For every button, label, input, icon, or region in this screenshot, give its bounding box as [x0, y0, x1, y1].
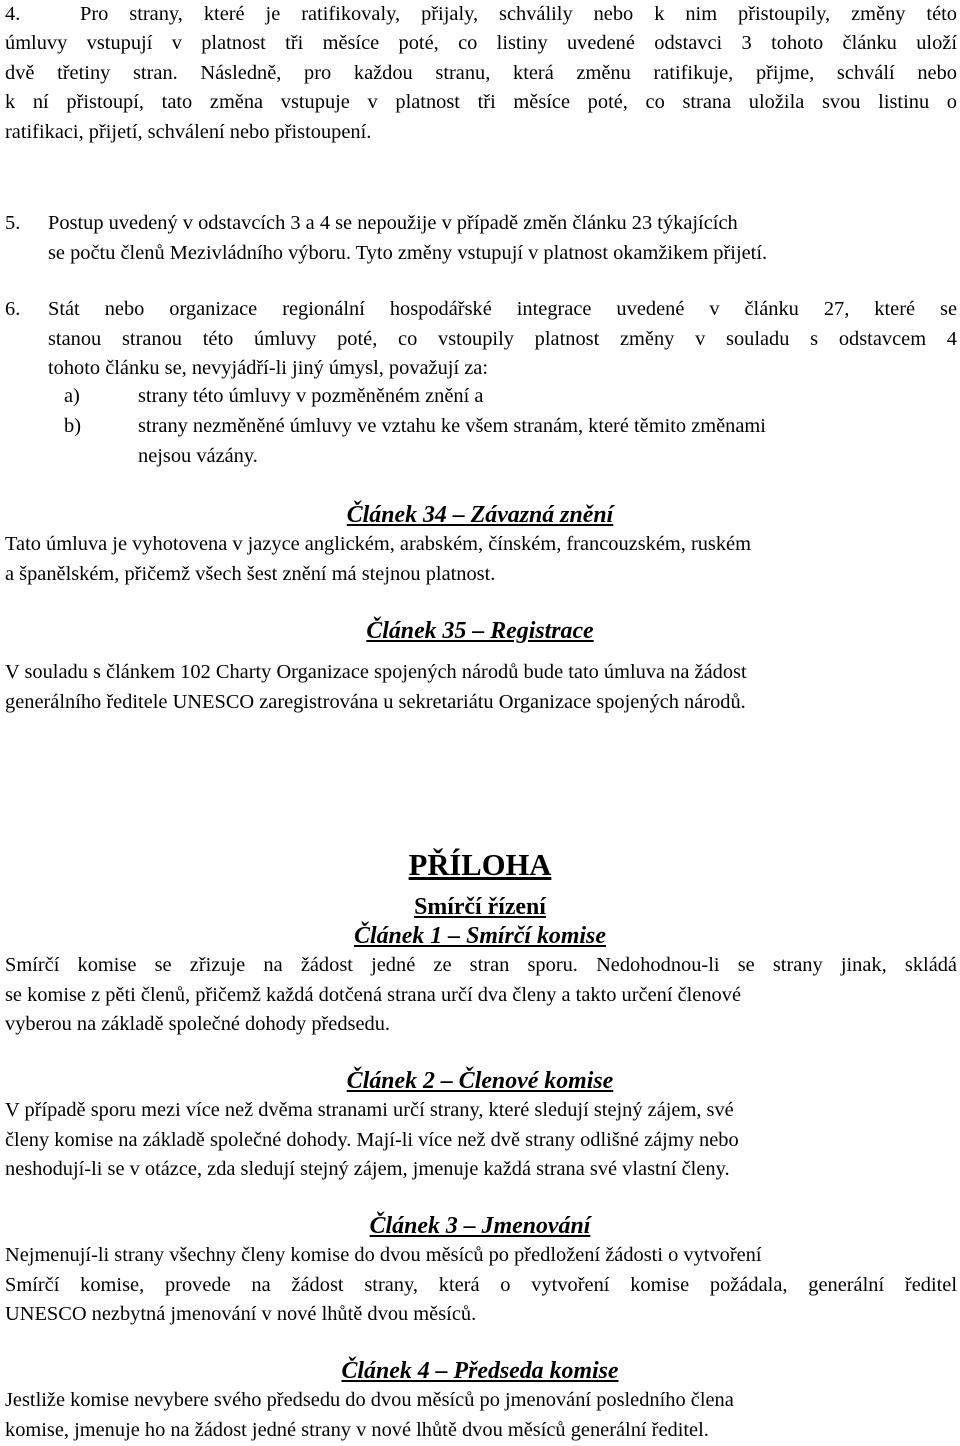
list-item-text: [138, 382, 957, 412]
paragraph-number: 5.: [5, 212, 21, 234]
annex-article-1-body: [5, 951, 957, 1040]
list-marker: a): [64, 385, 80, 407]
article-35-heading: Článek 35 – Registrace: [366, 618, 594, 644]
text-line: se počtu členů Mezivládního výboru. Tyto změny vstupují v platnost okamžikem přijetí.: [48, 241, 768, 264]
list-item-text: [138, 412, 957, 471]
text-line: úmluvy vstupují v platnost tři měsíce poté, co listiny uvedené odstavci 3 tohoto článku uloží: [5, 32, 957, 54]
text-line: Smírčí komise, provede na žádost strany, která o vytvoření komise požádala, generální ředitel: [5, 1273, 957, 1296]
paragraph-6-body: [48, 295, 957, 384]
annex-article-1-heading: Článek 1 – Smírčí komise: [354, 923, 606, 949]
paragraph-number: 6.: [5, 298, 21, 320]
text-line: Smírčí komise se zřizuje na žádost jedné ze stran sporu. Nedohodnou-li se strany jinak, skládá: [5, 954, 957, 976]
text-line: UNESCO nezbytná jmenování v nové lhůtě dvou měsíců.: [5, 1303, 477, 1325]
text-line: se komise z pěti členů, přičemž každá dotčená strana určí dva členy a takto určení členové: [5, 983, 741, 1006]
text-line: tohoto článku se, nevyjádří-li jiný úmysl, považují za:: [48, 357, 489, 379]
list-marker: b): [64, 415, 81, 437]
text-line: nejsou vázány.: [138, 444, 258, 467]
text-line: stanou stranou této úmluvy poté, co vstoupily platnost změny v souladu s odstavcem 4: [48, 327, 957, 350]
text-line: Nejmenují-li strany všechny členy komise do dvou měsíců po předložení žádosti o vytvoření: [5, 1244, 762, 1266]
text-line: k ní přistoupí, tato změna vstupuje v platnost tři měsíce poté, co strana uložila svou listinu o: [5, 91, 957, 113]
text-line: generálního ředitele UNESCO zaregistrována u sekretariátu Organizace spojených národů.: [5, 690, 746, 713]
article-34-heading: Článek 34 – Závazná znění: [346, 502, 614, 528]
paragraph-4-body: [5, 29, 957, 147]
annex-article-3-body: [5, 1241, 957, 1330]
text-line: Tato úmluva je vyhotovena v jazyce anglickém, arabském, čínském, francouzském, ruském: [5, 533, 751, 555]
annex-title: PŘÍLOHA: [408, 848, 552, 882]
text-line: vyberou na základě společné dohody předsedu.: [5, 1013, 391, 1035]
text-line: Pro strany, které je ratifikovaly, přijaly, schválily nebo k nim přistoupily, změny této: [80, 3, 957, 25]
article-34-body: [5, 530, 957, 589]
text-line: Stát nebo organizace regionální hospodářské integrace uvedené v článku 27, které se: [48, 298, 957, 320]
text-line: dvě třetiny stran. Následně, pro každou stranu, která změnu ratifikuje, přijme, schválí nebo: [5, 61, 957, 84]
text-line: strany nezměněné úmluvy ve vztahu ke všem stranám, které těmito změnami: [138, 415, 766, 437]
annex-article-4-body: [5, 1386, 957, 1445]
annex-article-2-heading: Článek 2 – Členové komise: [346, 1068, 614, 1094]
text-line: a španělském, přičemž všech šest znění má stejnou platnost.: [5, 562, 496, 585]
text-line: Postup uvedený v odstavcích 3 a 4 se nepoužije v případě změn článku 23 týkajících: [48, 212, 738, 234]
annex-article-4-heading: Článek 4 – Předseda komise: [341, 1358, 619, 1384]
text-line: V souladu s článkem 102 Charty Organizace spojených národů bude tato úmluva na žádost: [5, 661, 747, 683]
annex-article-2-body: [5, 1096, 957, 1185]
text-line: strany této úmluvy v pozměněném znění a: [138, 385, 484, 407]
text-line: ratifikaci, přijetí, schválení nebo přistoupení.: [5, 120, 372, 143]
paragraph-4-first-line: [80, 0, 957, 30]
annex-article-3-heading: Článek 3 – Jmenování: [369, 1213, 591, 1239]
text-line: komise, jmenuje ho na žádost jedné strany v nové lhůtě dvou měsíců generální ředitel.: [5, 1418, 709, 1441]
paragraph-number: 4.: [5, 3, 21, 25]
article-35-body: [5, 658, 957, 717]
text-line: V případě sporu mezi více než dvěma stranami určí strany, které sledují stejný zájem, své: [5, 1099, 734, 1121]
annex-subtitle: Smírčí řízení: [414, 894, 546, 920]
text-line: neshodují-li se v otázce, zda sledují stejný zájem, jmenuje každá strana své vlastní členy.: [5, 1158, 730, 1180]
text-line: Jestliže komise nevybere svého předsedu do dvou měsíců po jmenování posledního člena: [5, 1389, 734, 1411]
text-line: členy komise na základě společné dohody. Mají-li více než dvě strany odlišné zájmy nebo: [5, 1128, 739, 1151]
paragraph-5-body: [48, 209, 957, 268]
